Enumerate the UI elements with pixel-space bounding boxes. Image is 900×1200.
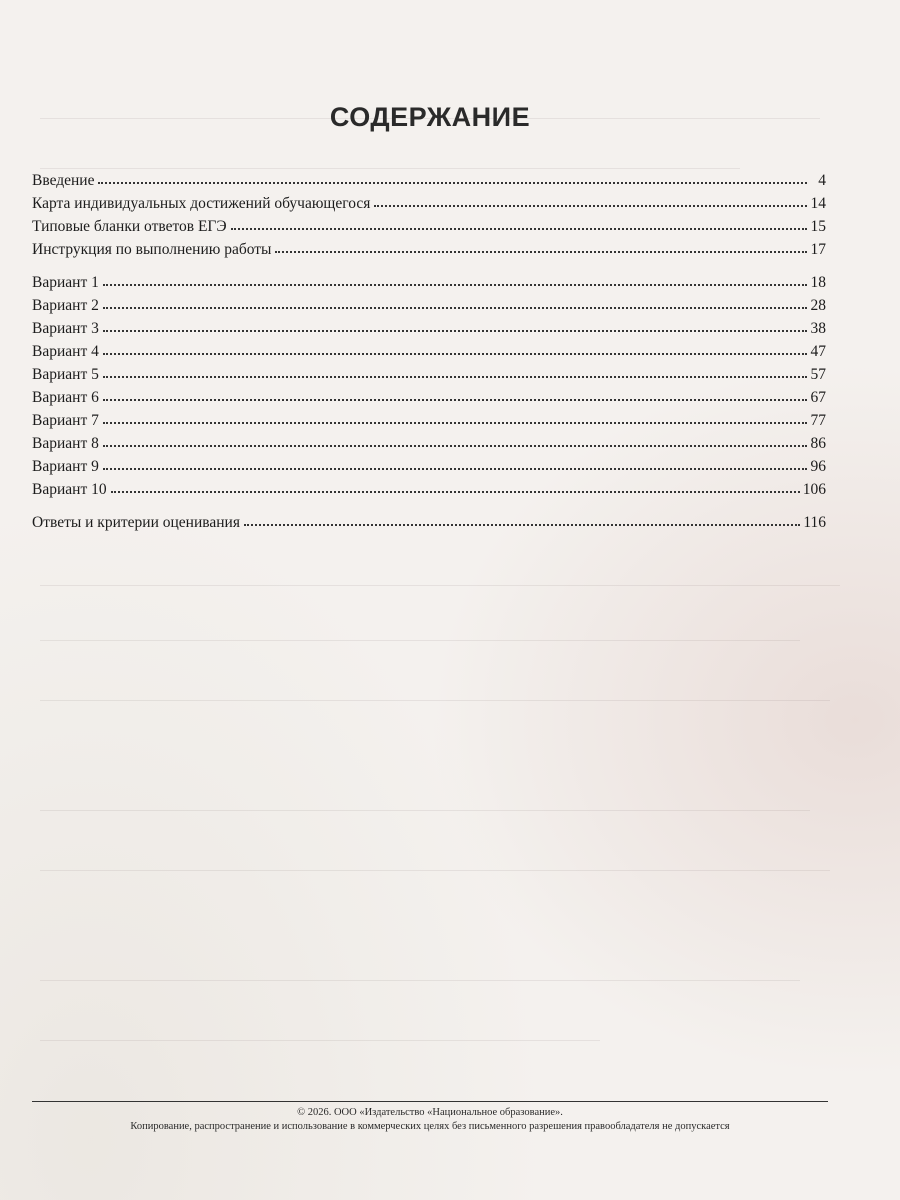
toc-entry-page-number: 38 — [810, 320, 826, 337]
dot-leader — [103, 398, 807, 401]
dot-leader — [103, 444, 807, 447]
toc-entry[interactable] — [32, 343, 826, 366]
toc-entry-page-number: 96 — [810, 458, 826, 475]
dot-leader — [103, 375, 807, 378]
table-of-contents — [32, 172, 826, 547]
toc-entry[interactable] — [32, 320, 826, 343]
toc-entry[interactable] — [32, 195, 826, 218]
toc-entry-title: Карта индивидуальных достижений обучающегося — [32, 195, 371, 212]
toc-entry[interactable] — [32, 435, 826, 458]
toc-entry[interactable] — [32, 412, 826, 435]
dot-leader — [98, 181, 807, 184]
toc-entry-title: Вариант 8 — [32, 435, 99, 452]
bleed-through-line — [40, 1040, 600, 1041]
dot-leader — [103, 421, 807, 424]
dot-leader — [103, 306, 807, 309]
toc-entry-page-number: 14 — [810, 195, 826, 212]
toc-group-answers — [32, 514, 826, 537]
toc-entry[interactable] — [32, 458, 826, 481]
toc-entry-page-number: 17 — [810, 241, 826, 258]
dot-leader — [103, 352, 807, 355]
page-title: СОДЕРЖАНИЕ — [329, 102, 531, 132]
copyright-notice: Копирование, распространение и использование в коммерческих целях без письменного разрешения правообладателя не допускается — [130, 1121, 730, 1132]
toc-entry-page-number: 28 — [810, 297, 826, 314]
toc-entry[interactable] — [32, 241, 826, 264]
toc-entry-title: Инструкция по выполнению работы — [32, 241, 272, 258]
bleed-through-line — [40, 700, 830, 701]
bleed-through-line — [40, 640, 800, 641]
toc-entry[interactable] — [32, 389, 826, 412]
toc-entry[interactable] — [32, 366, 826, 389]
dot-leader — [111, 490, 800, 493]
toc-entry-title: Вариант 5 — [32, 366, 99, 383]
toc-entry[interactable] — [32, 481, 826, 504]
toc-entry[interactable] — [32, 514, 826, 537]
toc-entry-title: Введение — [32, 172, 95, 189]
bleed-through-line — [40, 168, 740, 169]
toc-entry-page-number: 86 — [810, 435, 826, 452]
toc-entry-page-number: 18 — [810, 274, 826, 291]
dot-leader — [244, 523, 800, 526]
dot-leader — [275, 250, 807, 253]
toc-entry-page-number: 4 — [818, 172, 826, 189]
bleed-through-line — [40, 585, 840, 586]
copyright-footer — [32, 1101, 828, 1134]
toc-entry-title: Вариант 3 — [32, 320, 99, 337]
toc-entry[interactable] — [32, 218, 826, 241]
bleed-through-line — [40, 980, 800, 981]
dot-leader — [103, 329, 807, 332]
toc-entry-title: Ответы и критерии оценивания — [32, 514, 240, 531]
toc-entry-title: Вариант 10 — [32, 481, 107, 498]
toc-entry-title: Вариант 2 — [32, 297, 99, 314]
toc-entry-page-number: 67 — [810, 389, 826, 406]
toc-entry-title: Вариант 9 — [32, 458, 99, 475]
toc-entry-title: Типовые бланки ответов ЕГЭ — [32, 218, 227, 235]
toc-group-variants — [32, 274, 826, 504]
toc-entry-title: Вариант 4 — [32, 343, 99, 360]
toc-entry-title: Вариант 1 — [32, 274, 99, 291]
toc-entry-page-number: 47 — [810, 343, 826, 360]
toc-entry-page-number: 116 — [803, 514, 826, 531]
copyright-line: © 2026. ООО «Издательство «Национальное образование». — [297, 1107, 563, 1118]
toc-entry-page-number: 57 — [810, 366, 826, 383]
toc-entry-title: Вариант 6 — [32, 389, 99, 406]
dot-leader — [103, 283, 807, 286]
toc-entry[interactable] — [32, 297, 826, 320]
dot-leader — [231, 227, 807, 230]
toc-entry-page-number: 106 — [802, 481, 826, 498]
toc-entry-page-number: 15 — [810, 218, 826, 235]
toc-entry-title: Вариант 7 — [32, 412, 99, 429]
bleed-through-line — [40, 810, 810, 811]
toc-group-intro — [32, 172, 826, 264]
toc-entry[interactable] — [32, 274, 826, 297]
toc-entry-page-number: 77 — [810, 412, 826, 429]
bleed-through-line — [40, 870, 830, 871]
dot-leader — [103, 467, 807, 470]
toc-entry[interactable] — [32, 172, 826, 195]
dot-leader — [374, 204, 807, 207]
